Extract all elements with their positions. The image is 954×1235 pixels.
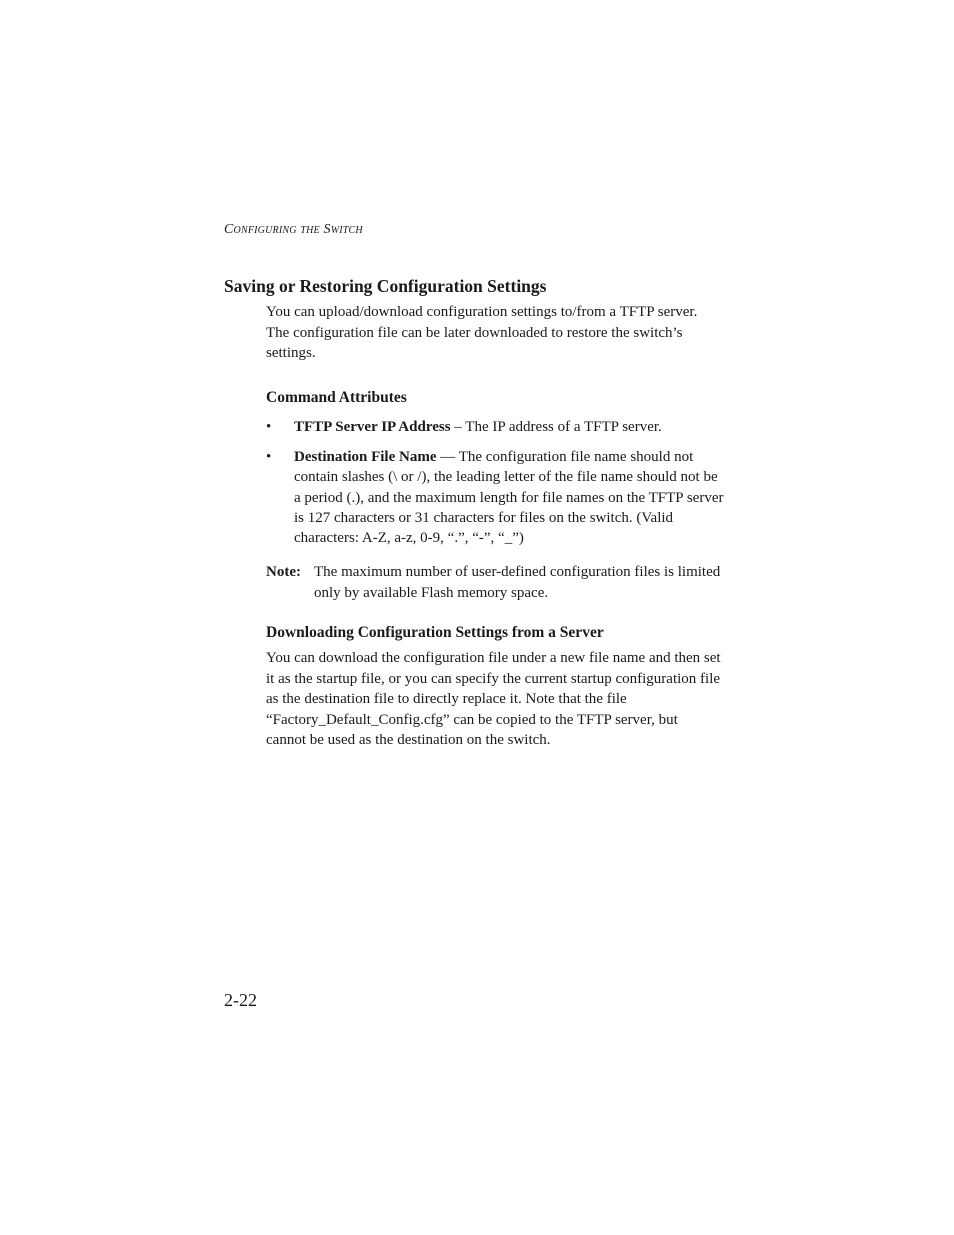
intro-paragraph: You can upload/download configuration settings to/from a TFTP server. The configuration file can be later downloaded to restore the switch’s settings. <box>266 304 698 361</box>
attribute-term: TFTP Server IP Address <box>294 419 451 435</box>
note-block <box>266 562 726 603</box>
page-number: 2-22 <box>224 990 257 1010</box>
note-text: The maximum number of user-defined configuration files is limited only by available Flash memory space. <box>314 564 721 601</box>
attribute-separator: — <box>436 449 459 465</box>
attribute-item-tftp-server <box>266 417 726 437</box>
attribute-term: Destination File Name <box>294 449 437 465</box>
attribute-description: The configuration file name should not contain slashes (\ or /), the leading letter of the file name should not be a period (.), and the maximum length for file names on the TFTP server is 127 characters or 31 characters for files on the switch. (Valid characters: A-Z, a-z, 0-9, “.”, “-”, “_”) <box>294 449 724 547</box>
attribute-item-destination-file <box>266 447 726 548</box>
bullet-icon: • <box>266 449 272 465</box>
attribute-content <box>294 417 726 437</box>
attribute-content <box>294 447 726 548</box>
attribute-separator: – <box>450 419 466 435</box>
section-title: Saving or Restoring Configuration Settings <box>224 276 547 296</box>
running-header: Configuring the Switch <box>224 222 363 237</box>
attribute-description: The IP address of a TFTP server. <box>465 419 662 435</box>
command-attributes-title: Command Attributes <box>266 389 407 406</box>
note-label: Note: <box>266 564 301 580</box>
download-paragraph: You can download the configuration file under a new file name and then set it as the startup file, or you can specify the current startup configuration file as the destination file to directly replace it. Note that the file “Factory_Default_Config.cfg” can be copied to the TFTP server, but cannot be used as the destination on the switch. <box>266 650 721 748</box>
bullet-icon: • <box>266 419 272 435</box>
download-section-title: Downloading Configuration Settings from a Server <box>266 624 604 641</box>
